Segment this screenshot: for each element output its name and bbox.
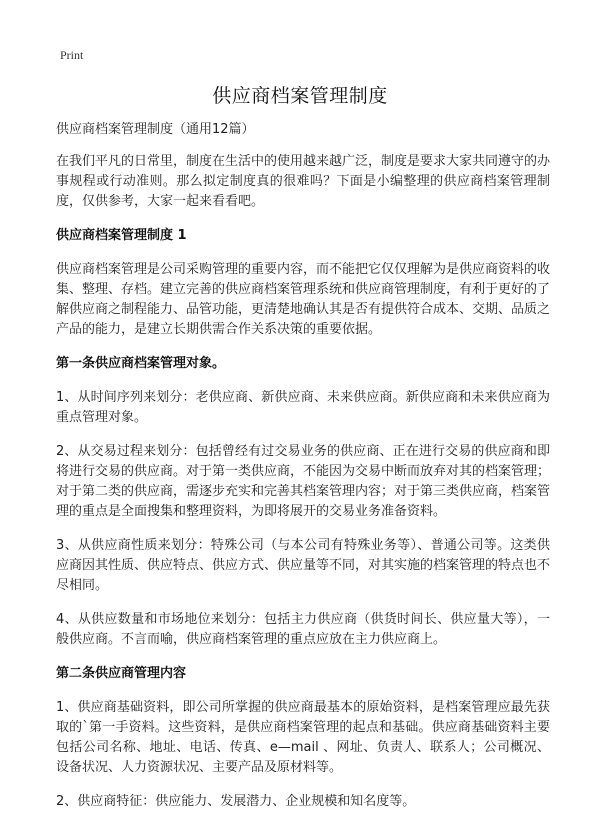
list-item: 2、供应商特征：供应能力、发展潜力、企业规模和知名度等。 bbox=[56, 794, 416, 809]
intro-paragraph: 在我们平凡的日常里，制度在生活中的使用越来越广泛，制度是要求大家共同遵守的办事规程或行动准则。那么拟定制度真的很难吗？下面是小编整理的供应商档案管理制度，仅供参考，大家一起来看看吧。 bbox=[56, 154, 551, 209]
list-item: 4、从供应数量和市场地位来划分：包括主力供应商（供货时间长、供应量大等），一般供应商。不言而喻，供应商档案管理的重点应放在主力供应商上。 bbox=[56, 612, 550, 647]
document-subtitle: 供应商档案管理制度（通用12篇） bbox=[56, 122, 255, 137]
list-item: 1、从时间序列来划分：老供应商、新供应商、未来供应商。新供应商和未来供应商为重点管理对象。 bbox=[56, 390, 550, 425]
list-item: 2、从交易过程来划分：包括曾经有过交易业务的供应商、正在进行交易的供应商和即将进行交易的供应商。对于第一类供应商，不能因为交易中断而放弃对其的档案管理；对于第二类的供应商，需逐步充实和完善其档案管理内容；对于第三类供应商，档案管理的重点是全面搜集和整理资料，为即将展开的交易业务准备资料。 bbox=[56, 444, 551, 519]
section-heading: 供应商档案管理制度 1 bbox=[56, 228, 187, 243]
section-paragraph: 供应商档案管理是公司采购管理的重要内容，而不能把它仅仅理解为是供应商资料的收集、整理、存档。建立完善的供应商档案管理系统和供应商管理制度，有利于更好的了解供应商之制程能力、品管功能，更清楚地确认其是否有提供符合成本、交期、品质之产品的能力，是建立长期供需合作关系决策的重要依据。 bbox=[56, 262, 551, 337]
article-heading: 第二条供应商管理内容 bbox=[56, 666, 187, 681]
list-item: 3、从供应商性质来划分：特殊公司（与本公司有特殊业务等）、普通公司等。这类供应商因其性质、供应特点、供应方式、供应量等不同，对其实施的档案管理的特点也不尽相同。 bbox=[56, 538, 551, 593]
list-item: 1、供应商基础资料，即公司所掌握的供应商最基本的原始资料，是档案管理应最先获取的`第一手资料。这些资料，是供应商档案管理的起点和基础。供应商基础资料主要包括公司名称、地址、电话、传真、e—mail 、网址、负责人、联系人；公司概况、设备状况、人力资源状况、主要产品及原材料等。 bbox=[56, 700, 550, 775]
page-title: 供应商档案管理制度 bbox=[212, 85, 388, 107]
article-heading: 第一条供应商档案管理对象。 bbox=[56, 356, 226, 371]
document-body bbox=[56, 120, 550, 826]
print-label: Print bbox=[60, 48, 84, 62]
